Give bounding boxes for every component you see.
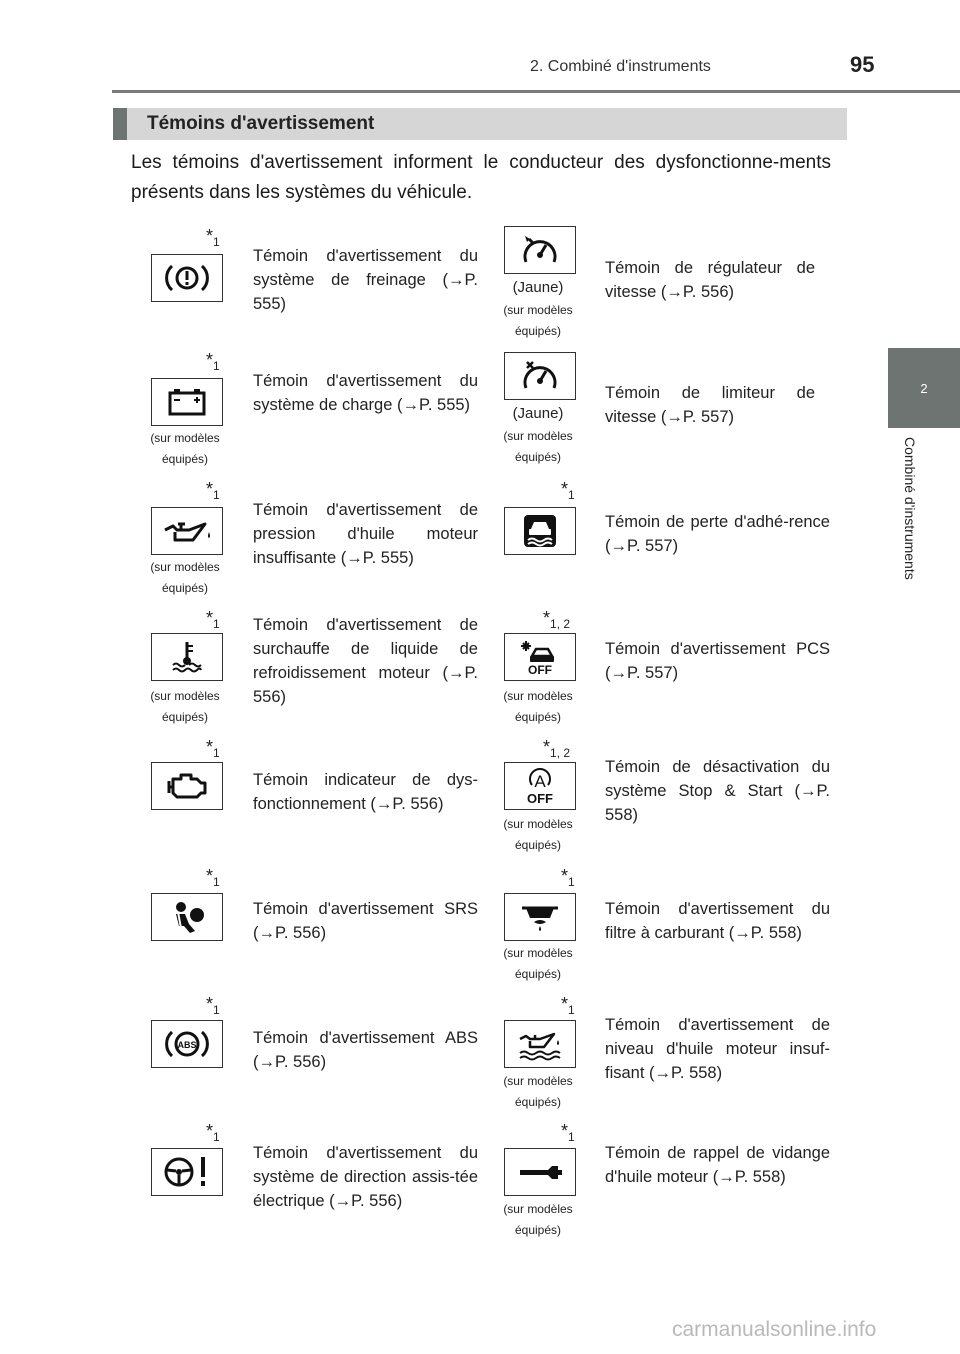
equipped-caption: (sur modèles équipés) — [503, 429, 573, 464]
footnote-marker: $*_1$ — [561, 994, 575, 1017]
oil-change-reminder-icon — [504, 1148, 576, 1196]
warning-description: Témoin de désactivation du système Stop & Start (→P. 558) — [605, 758, 830, 824]
warning-description: Témoin d'avertissement SRS (→P. 556) — [253, 900, 478, 942]
svg-text:A: A — [534, 772, 546, 791]
warning-description: Témoin d'avertissement PCS (→P. 557) — [605, 640, 830, 682]
running-header-title: 2. Combiné d'instruments — [530, 58, 711, 75]
cruise-control-icon — [504, 226, 576, 274]
pcs-off-icon — [504, 633, 576, 681]
warning-description: Témoin d'avertissement du filtre à carburant (→P. 558) — [605, 900, 830, 942]
footnote-marker: $*_1$ — [206, 994, 220, 1017]
footnote-marker: $*_1$ — [561, 1121, 575, 1144]
warning-description: Témoin de perte d'adhé-rence (→P. 557) — [605, 513, 830, 555]
equipped-caption: (sur modèles équipés) — [150, 560, 220, 595]
check-engine-icon — [151, 762, 223, 810]
svg-text:ABS: ABS — [177, 1040, 197, 1050]
fuel-filter-icon — [504, 893, 576, 941]
color-caption: (Jaune) — [512, 279, 564, 296]
warning-description: Témoin d'avertissement de pression d'huile moteur insuffisante (→P. 555) — [253, 501, 478, 567]
watermark: carmanualsonline.info — [672, 1318, 877, 1341]
power-steering-icon — [151, 1148, 223, 1196]
warning-description: Témoin d'avertissement ABS (→P. 556) — [253, 1029, 478, 1071]
footnote-marker: $*_1$ — [206, 866, 220, 889]
slip-indicator-icon — [504, 507, 576, 555]
abs-icon — [151, 1020, 223, 1068]
svg-text:OFF: OFF — [528, 663, 552, 677]
equipped-caption: (sur modèles équipés) — [503, 817, 573, 852]
footnote-marker: $*_1$ — [206, 608, 220, 631]
speed-limiter-icon — [504, 352, 576, 400]
warning-description: Témoin d'avertissement de surchauffe de liquide de refroidissement moteur (→P. 556) — [253, 616, 478, 706]
stop-start-off-icon — [504, 762, 576, 810]
page-number: 95 — [850, 52, 875, 77]
intro-paragraph: Les témoins d'avertissement informent le conducteur des dysfonctionne-ments présents dans les systèmes du véhicule. — [131, 152, 831, 203]
equipped-caption: (sur modèles équipés) — [503, 303, 573, 338]
equipped-caption: (sur modèles équipés) — [150, 689, 220, 724]
warning-description: Témoin d'avertissement du système de freinage (→P. 555) — [253, 247, 478, 313]
warning-description: Témoin d'avertissement du système de charge (→P. 555) — [253, 372, 478, 414]
footnote-marker: $*_1$ — [561, 479, 575, 502]
section-heading-bar — [113, 108, 847, 140]
low-oil-level-icon — [504, 1020, 576, 1068]
warning-description: Témoin d'avertissement de niveau d'huile moteur insuf-fisant (→P. 558) — [605, 1016, 830, 1082]
warning-description: Témoin de limiteur de vitesse (→P. 557) — [605, 384, 815, 426]
footnote-marker: $*_1$ — [561, 866, 575, 889]
warning-description: Témoin indicateur de dys-fonctionnement (→P. 556) — [253, 771, 478, 813]
footnote-marker: $*_1$ — [206, 1121, 220, 1144]
equipped-caption: (sur modèles équipés) — [503, 1202, 573, 1237]
warning-description: Témoin d'avertissement du système de direction assis-tée électrique (→P. 556) — [253, 1144, 478, 1210]
warning-description: Témoin de rappel de vidange d'huile moteur (→P. 558) — [605, 1144, 830, 1186]
footnote-marker: $*_1$ — [206, 350, 220, 373]
oil-pressure-icon — [151, 507, 223, 555]
brake-warning-icon — [151, 254, 223, 302]
equipped-caption: (sur modèles équipés) — [503, 946, 573, 981]
svg-text:OFF: OFF — [527, 791, 553, 806]
color-caption: (Jaune) — [512, 405, 564, 422]
battery-charge-icon — [151, 378, 223, 426]
footnote-marker: $*_{1, 2}$ — [543, 608, 571, 631]
footnote-marker: $*_1$ — [206, 737, 220, 760]
footnote-marker: $*_1$ — [206, 479, 220, 502]
warning-description: Témoin de régulateur de vitesse (→P. 556) — [605, 259, 815, 301]
chapter-side-label: Combiné d'instruments — [902, 437, 918, 580]
section-title: Témoins d'avertissement — [147, 113, 375, 134]
coolant-temperature-icon — [151, 633, 223, 681]
equipped-caption: (sur modèles équipés) — [150, 431, 220, 466]
equipped-caption: (sur modèles équipés) — [503, 689, 573, 724]
footnote-marker: $*_{1, 2}$ — [543, 737, 571, 760]
chapter-tab: 2 — [888, 348, 960, 428]
header-rule — [112, 90, 960, 93]
equipped-caption: (sur modèles équipés) — [503, 1074, 573, 1109]
srs-airbag-icon — [151, 893, 223, 941]
footnote-marker: $*_1$ — [206, 226, 220, 249]
